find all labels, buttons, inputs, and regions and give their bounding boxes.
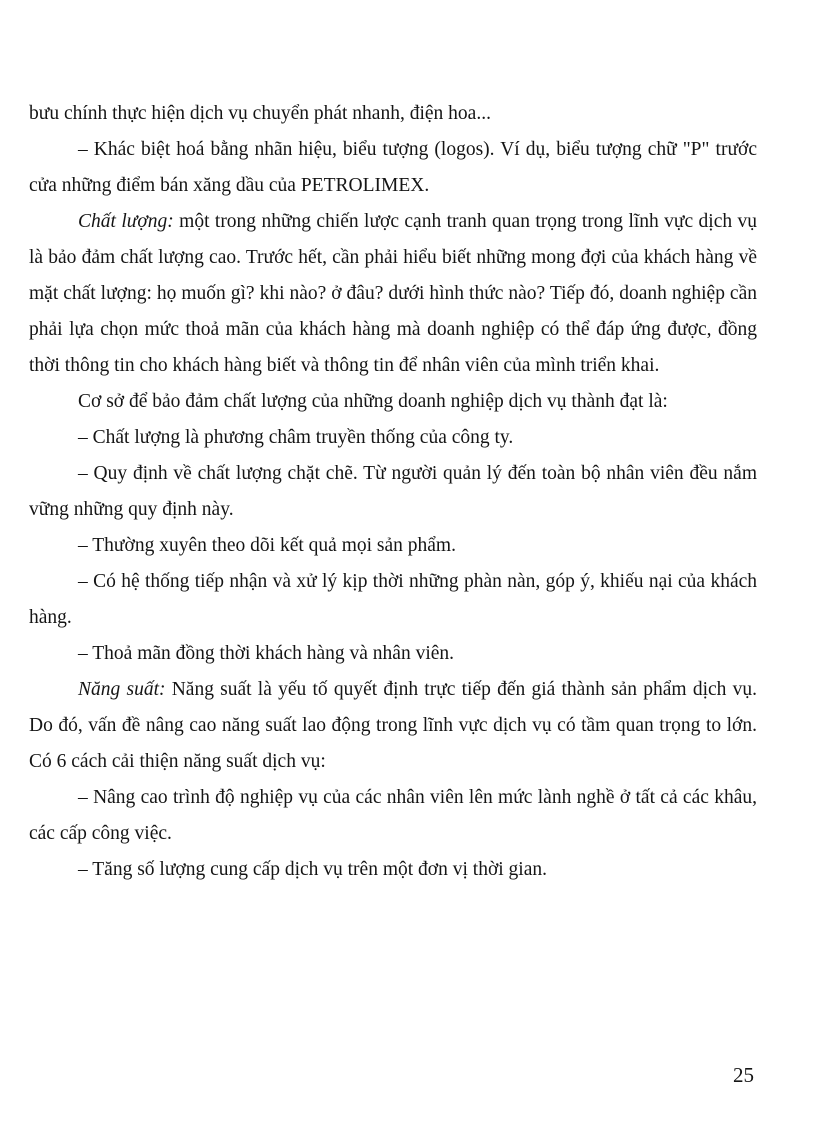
paragraph-productivity: Năng suất: Năng suất là yếu tố quyết định trực tiếp đến giá thành sản phẩm dịch vụ. Do đó, vấn đề nâng cao năng suất lao động trong lĩnh vực dịch vụ có tầm quan trọng to lớn. Có 6 cách cải thiện năng suất dịch vụ: [29, 679, 757, 772]
page-body [29, 96, 757, 888]
paragraph-lead-term: Năng suất: [78, 679, 166, 700]
list-item: – Thoả mãn đồng thời khách hàng và nhân viên. [78, 643, 455, 664]
list-item: – Thường xuyên theo dõi kết quả mọi sản phẩm. [78, 535, 456, 556]
paragraph-quality: Chất lượng: một trong những chiến lược cạnh tranh quan trọng trong lĩnh vực dịch vụ là bảo đảm chất lượng cao. Trước hết, cần phải hiểu biết những mong đợi của khách hàng về mặt chất lượng: họ muốn gì? khi nào? ở đâu? dưới hình thức nào? Tiếp đó, doanh nghiệp cần phải lựa chọn mức thoả mãn của khách hàng mà doanh nghiệp có thể đáp ứng được, đồng thời thông tin cho khách hàng biết và thông tin để nhân viên của mình triển khai. [29, 211, 757, 376]
paragraph-logo-differentiation: – Khác biệt hoá bằng nhãn hiệu, biểu tượng (logos). Ví dụ, biểu tượng chữ "P" trước cửa những điểm bán xăng dầu của PETROLIMEX. [29, 139, 757, 196]
list-item: – Chất lượng là phương châm truyền thống của công ty. [78, 427, 514, 448]
paragraph-quality-basis: Cơ sở để bảo đảm chất lượng của những doanh nghiệp dịch vụ thành đạt là: [78, 391, 668, 412]
list-item: – Quy định về chất lượng chặt chẽ. Từ người quản lý đến toàn bộ nhân viên đều nắm vững những quy định này. [29, 463, 757, 520]
list-item: – Tăng số lượng cung cấp dịch vụ trên một đơn vị thời gian. [78, 859, 547, 880]
list-item: – Nâng cao trình độ nghiệp vụ của các nhân viên lên mức lành nghề ở tất cả các khâu, các cấp công việc. [29, 787, 757, 844]
page-number: 25 [733, 1063, 754, 1087]
paragraph-lead-term: Chất lượng: [78, 211, 174, 232]
list-item: – Có hệ thống tiếp nhận và xử lý kịp thời những phàn nàn, góp ý, khiếu nại của khách hàng. [29, 571, 757, 628]
paragraph-continuation: bưu chính thực hiện dịch vụ chuyển phát nhanh, điện hoa... [29, 103, 491, 124]
